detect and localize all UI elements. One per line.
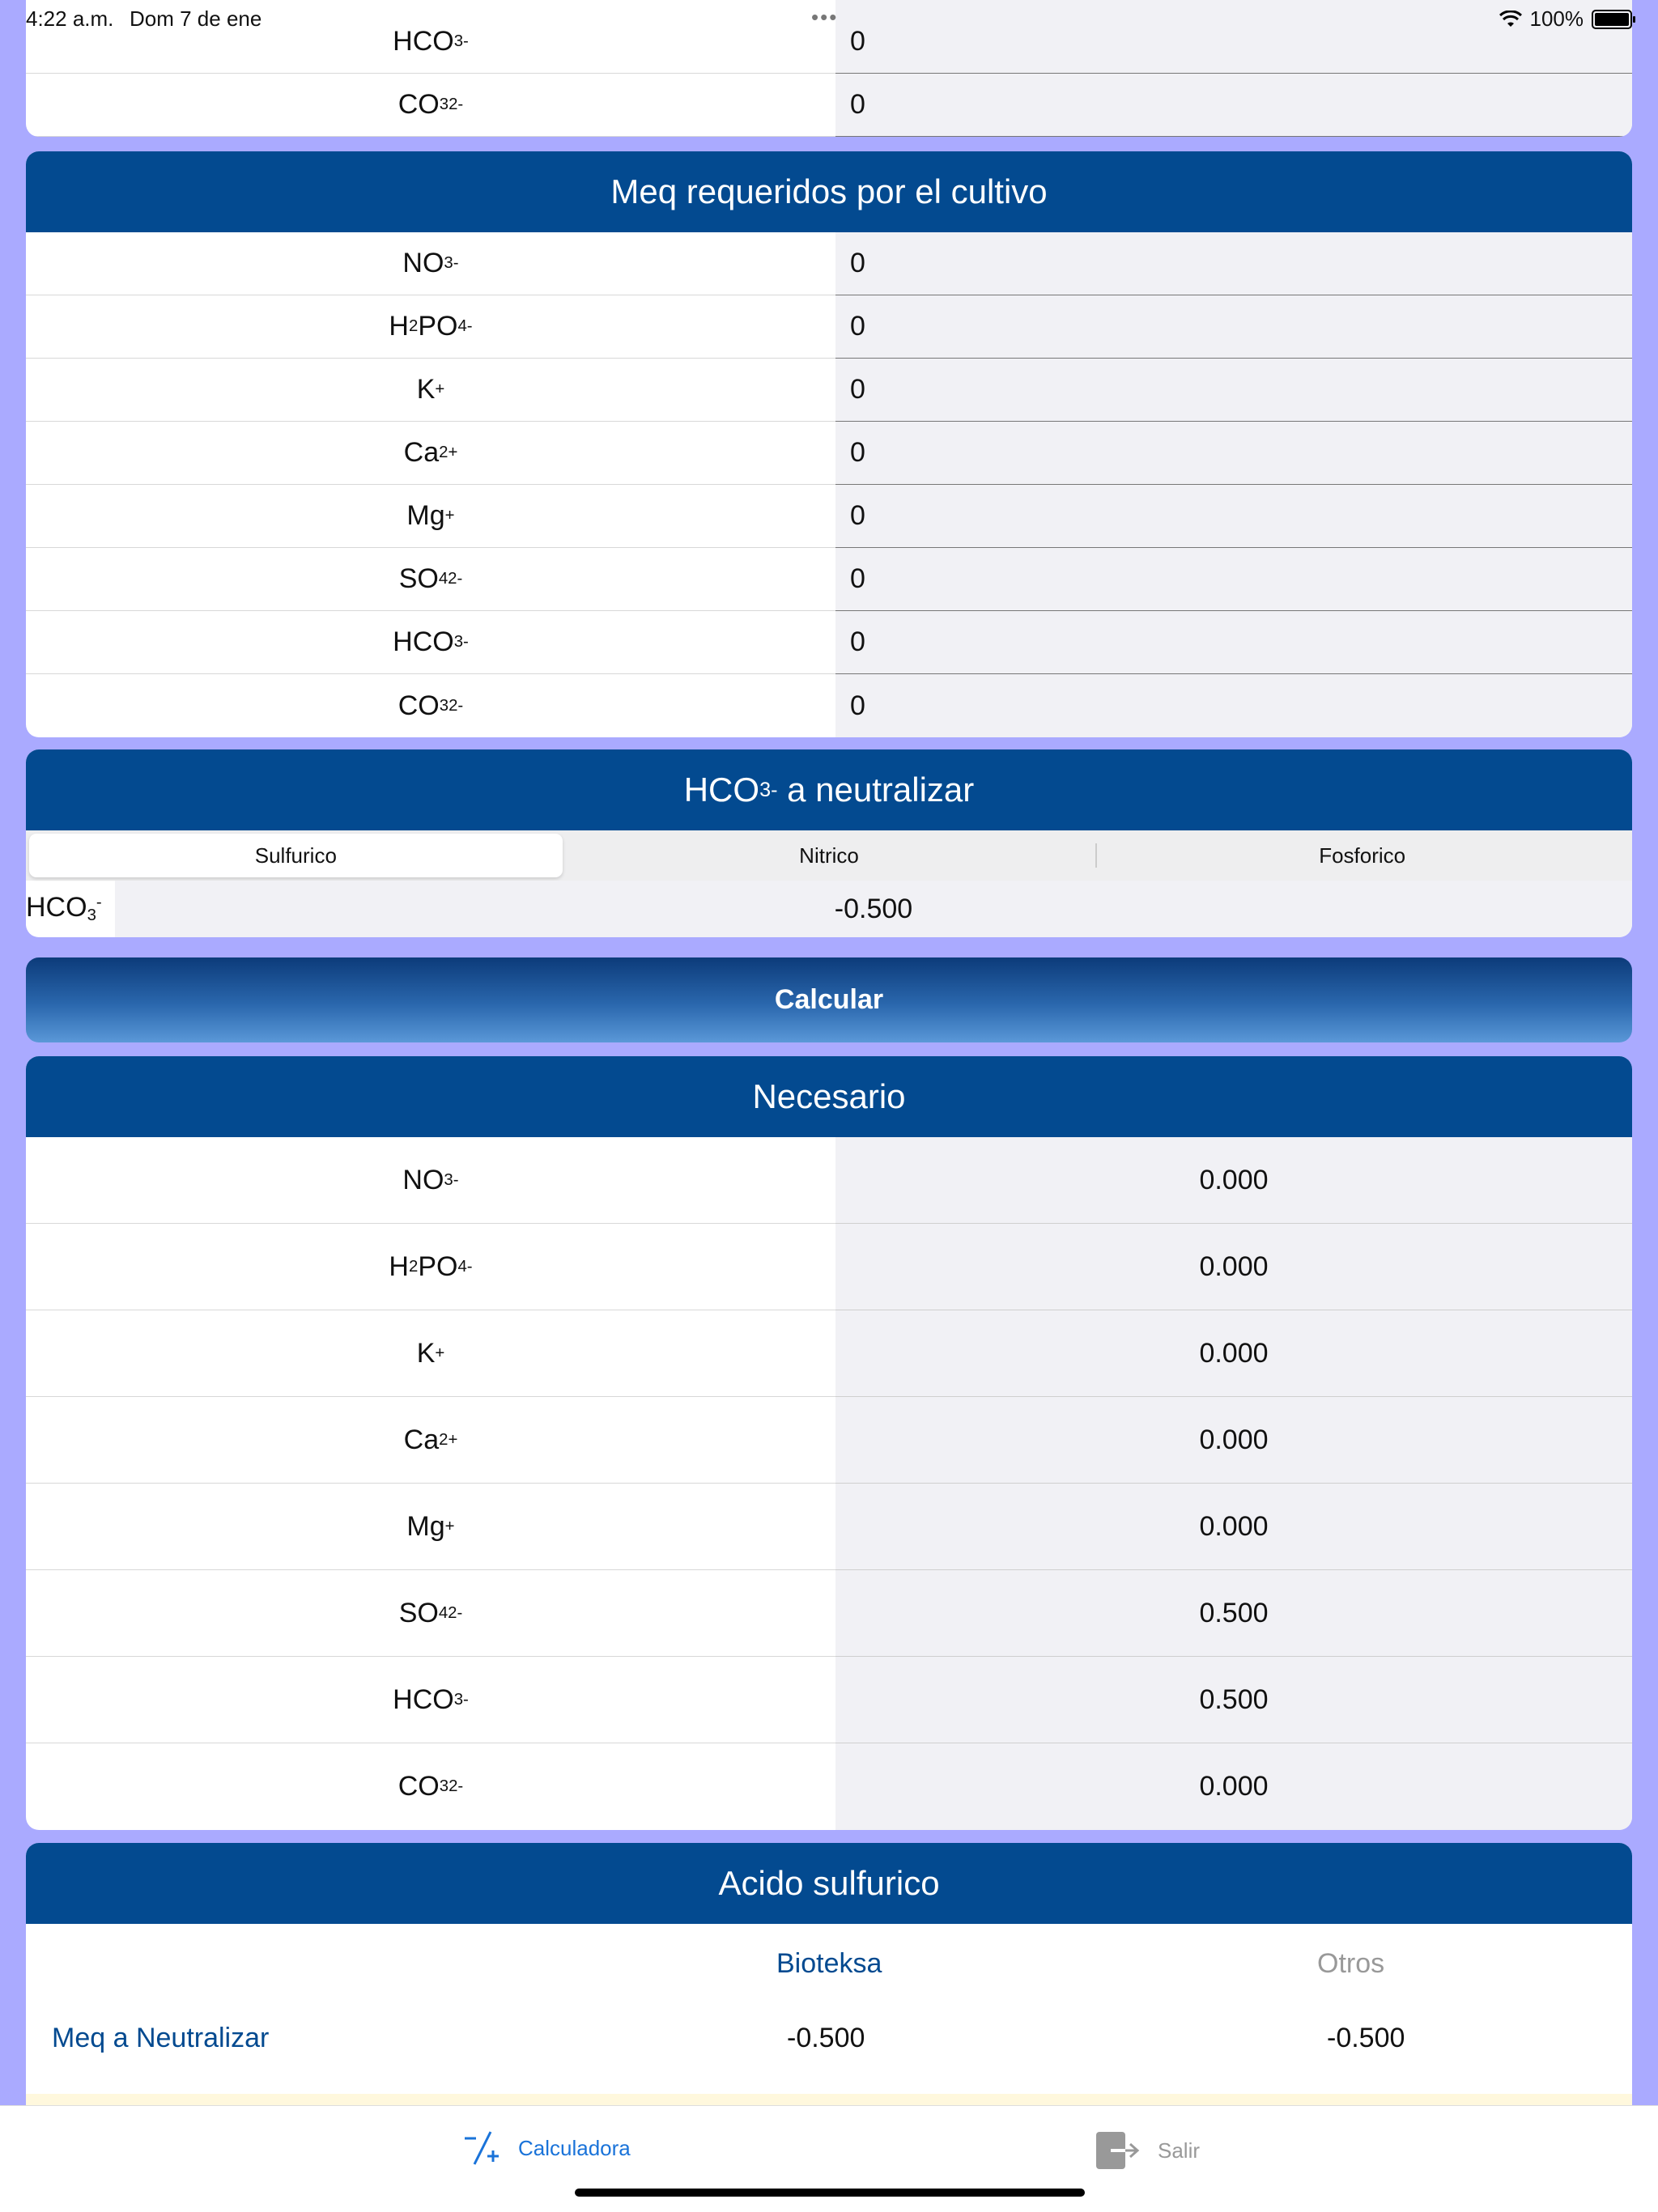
mg-input[interactable]: 0 (835, 485, 1632, 548)
table-row: NO 3 - 0.000 (26, 1137, 1632, 1224)
status-time: 4:22 a.m. (26, 6, 114, 31)
necessary-card (26, 1056, 1632, 1830)
segment-sulfurico[interactable]: Sulfurico (29, 834, 563, 877)
calculate-button[interactable]: Calcular (26, 957, 1632, 1042)
result-value: 0.000 (835, 1397, 1632, 1484)
otros-column-header[interactable]: Otros (1317, 1948, 1385, 1979)
tab-calculadora-label: Calculadora (518, 2135, 631, 2160)
segment-fosforico[interactable]: Fosforico (1095, 834, 1629, 877)
home-indicator[interactable] (575, 2189, 1085, 2197)
sulfuric-acid-title: Acido sulfurico (26, 1843, 1632, 1924)
result-value: 0.500 (835, 1657, 1632, 1743)
result-value: 0.000 (835, 1137, 1632, 1224)
bioteksa-value: -0.500 (787, 2023, 865, 2053)
segment-nitrico[interactable]: Nitrico (799, 843, 859, 868)
meq-required-card (26, 151, 1632, 737)
table-row: H 2 PO 4 - 0.000 (26, 1224, 1632, 1310)
table-row: Ca 2+ 0.000 (26, 1397, 1632, 1484)
result-value: 0.000 (835, 1310, 1632, 1397)
necessary-title: Necesario (26, 1056, 1632, 1137)
table-row: HCO 3 - 0 (26, 611, 1632, 674)
value-field[interactable]: 0 (835, 74, 1632, 137)
table-row: SO 4 2- 0 (26, 548, 1632, 611)
ca-input[interactable]: 0 (835, 422, 1632, 485)
table-row: H 2 PO 4 - 0 (26, 295, 1632, 359)
exit-icon (1095, 2130, 1140, 2171)
neutralize-title: HCO 3 - a neutralizar (26, 749, 1632, 830)
table-row: K + 0 (26, 359, 1632, 422)
hco3-input[interactable]: 0 (835, 611, 1632, 674)
battery-percent: 100% (1529, 6, 1584, 31)
no3-input[interactable]: 0 (835, 232, 1632, 295)
table-row: CO 3 2- 0 (26, 674, 1632, 737)
table-row: NO 3 - 0 (26, 232, 1632, 295)
bioteksa-column-header[interactable]: Bioteksa (776, 1948, 882, 1979)
table-row: SO 4 2- 0.500 (26, 1570, 1632, 1657)
sulfuric-acid-card (26, 1843, 1632, 2110)
meq-required-title: Meq requeridos por el cultivo (26, 151, 1632, 232)
result-value: 0.000 (835, 1743, 1632, 1830)
table-row: CO 3 2- 0 (26, 74, 1632, 137)
result-value: 0.000 (835, 1224, 1632, 1310)
table-row: Mg + 0.000 (26, 1484, 1632, 1570)
table-row: HCO 3 - 0.500 (26, 1657, 1632, 1743)
meq-neutralize-label: Meq a Neutralizar (52, 2023, 270, 2053)
wifi-icon (1499, 11, 1522, 28)
k-input[interactable]: 0 (835, 359, 1632, 422)
h2po4-input[interactable]: 0 (835, 295, 1632, 359)
table-row: Mg + 0 (26, 485, 1632, 548)
result-value: 0.500 (835, 1570, 1632, 1657)
otros-value: -0.500 (1327, 2023, 1405, 2053)
calculator-icon (463, 2130, 500, 2166)
battery-icon (1592, 10, 1632, 29)
table-row: K + 0.000 (26, 1310, 1632, 1397)
status-date: Dom 7 de ene (130, 6, 262, 31)
status-bar (0, 0, 1658, 39)
hco3-neutralize-row: $HCO_3^-$ -0.500 (26, 881, 1632, 937)
neutralize-card (26, 749, 1632, 937)
table-row: HCO 3 - 0 (26, 11, 1632, 74)
hco3-neutralize-input[interactable]: -0.500 (115, 881, 1632, 937)
co3-input[interactable]: 0 (835, 674, 1632, 737)
table-row: Ca 2+ 0 (26, 422, 1632, 485)
multitask-dots-icon[interactable]: ••• (811, 5, 839, 29)
tab-calculadora[interactable] (463, 2130, 631, 2166)
acid-segmented-control (26, 830, 1632, 881)
tab-salir-label: Salir (1158, 2138, 1201, 2163)
so4-input[interactable]: 0 (835, 548, 1632, 611)
tab-salir[interactable] (1095, 2130, 1200, 2171)
result-value: 0.000 (835, 1484, 1632, 1570)
table-row: CO 3 2- 0.000 (26, 1743, 1632, 1830)
value-field[interactable]: 0 (835, 11, 1632, 74)
